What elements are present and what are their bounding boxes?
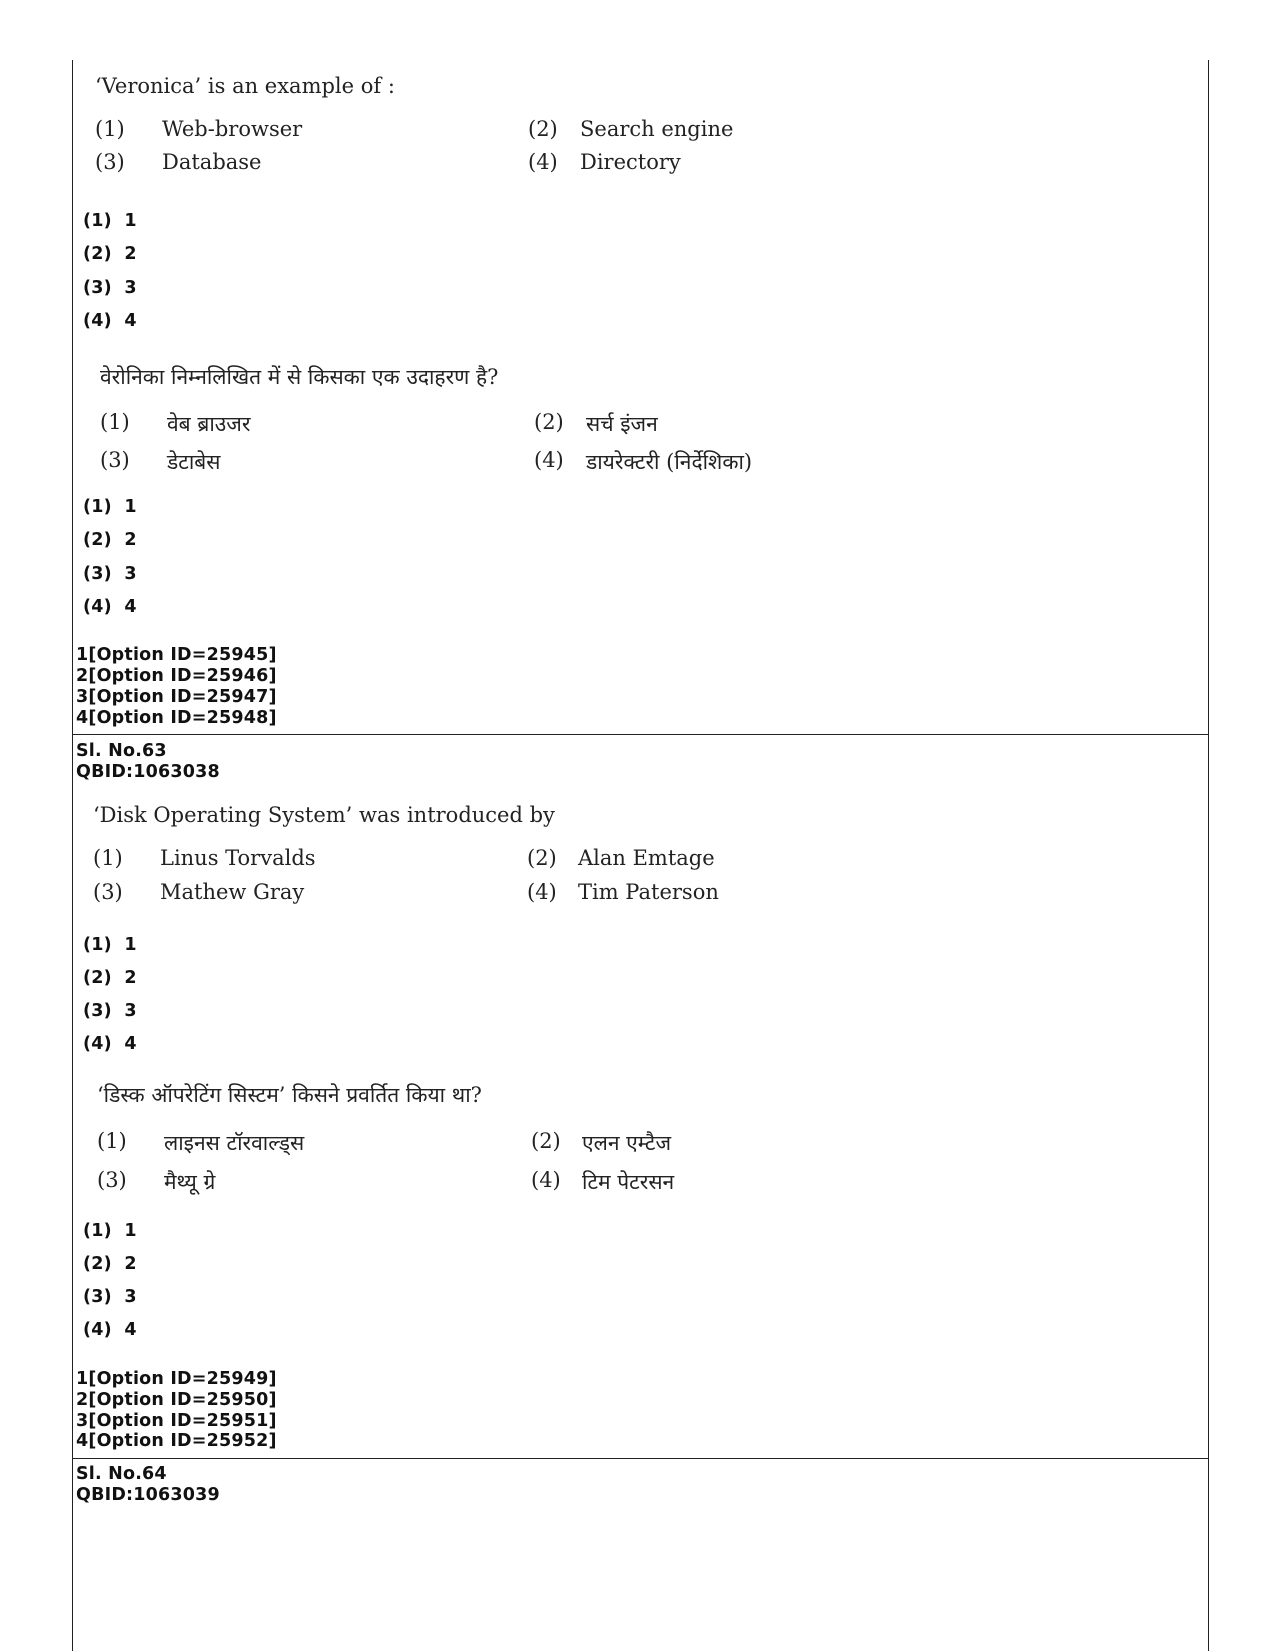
answer-choice[interactable]: (2) 2 [83, 1254, 137, 1274]
answer-choice[interactable]: (2) 2 [83, 530, 137, 550]
option-number: (1) [95, 117, 125, 141]
answer-choice[interactable]: (4) 4 [83, 1320, 137, 1340]
option-id: 1[Option ID=25949] [76, 1369, 277, 1389]
option-text: Mathew Gray [160, 880, 305, 904]
answer-choice[interactable]: (4) 4 [83, 597, 137, 617]
option-id: 1[Option ID=25945] [76, 645, 277, 665]
option-text: Alan Emtage [578, 846, 715, 870]
option-text: Tim Paterson [578, 880, 719, 904]
answer-choice[interactable]: (4) 4 [83, 311, 137, 331]
option-number: (1) [100, 410, 130, 434]
option-number: (2) [528, 117, 558, 141]
serial-number: Sl. No.64 [76, 1464, 167, 1484]
option-number: (3) [97, 1168, 127, 1192]
answer-choice[interactable]: (1) 1 [83, 935, 137, 955]
option-id: 4[Option ID=25948] [76, 708, 277, 728]
answer-choice[interactable]: (3) 3 [83, 1287, 137, 1307]
option-text: Directory [580, 150, 681, 174]
section-divider [72, 734, 1209, 735]
serial-number: Sl. No.63 [76, 741, 167, 761]
option-text: एलन एम्टैज [582, 1131, 672, 1155]
option-number: (2) [527, 846, 557, 870]
option-text: टिम पेटरसन [582, 1170, 675, 1194]
option-text: मैथ्यू ग्रे [164, 1170, 216, 1194]
qbid: QBID:1063038 [76, 762, 220, 782]
option-number: (2) [534, 410, 564, 434]
option-id: 3[Option ID=25951] [76, 1411, 277, 1431]
option-text: वेब ब्राउजर [167, 412, 251, 436]
answer-choice[interactable]: (3) 3 [83, 564, 137, 584]
option-number: (4) [534, 448, 564, 472]
question-text-hindi: ‘डिस्क ऑपरेटिंग सिस्टम’ किसने प्रवर्तित किया था? [97, 1083, 482, 1107]
option-text: डायरेक्टरी (निर्देशिका) [586, 450, 753, 474]
option-number: (2) [531, 1129, 561, 1153]
option-id: 3[Option ID=25947] [76, 687, 277, 707]
answer-choice[interactable]: (4) 4 [83, 1034, 137, 1054]
option-text: सर्च इंजन [586, 412, 658, 436]
answer-choice[interactable]: (3) 3 [83, 1001, 137, 1021]
option-text: Search engine [580, 117, 734, 141]
option-number: (1) [97, 1129, 127, 1153]
option-text: डेटाबेस [167, 450, 221, 474]
option-number: (4) [531, 1168, 561, 1192]
option-number: (3) [95, 150, 125, 174]
answer-choice[interactable]: (3) 3 [83, 278, 137, 298]
option-text: Database [162, 150, 262, 174]
question-text-hindi: वेरोनिका निम्नलिखित में से किसका एक उदाहरण है? [100, 365, 499, 389]
option-number: (3) [93, 880, 123, 904]
answer-choice[interactable]: (1) 1 [83, 1221, 137, 1241]
section-divider [72, 1458, 1209, 1459]
option-number: (4) [527, 880, 557, 904]
option-text: Web-browser [162, 117, 303, 141]
answer-choice[interactable]: (2) 2 [83, 244, 137, 264]
option-text: Linus Torvalds [160, 846, 316, 870]
question-text: ‘Disk Operating System’ was introduced by [93, 803, 555, 827]
option-id: 2[Option ID=25946] [76, 666, 277, 686]
qbid: QBID:1063039 [76, 1485, 220, 1505]
answer-choice[interactable]: (2) 2 [83, 968, 137, 988]
option-id: 2[Option ID=25950] [76, 1390, 277, 1410]
option-number: (4) [528, 150, 558, 174]
question-text: ‘Veronica’ is an example of : [95, 74, 395, 98]
option-text: लाइनस टॉरवाल्ड्स [164, 1131, 305, 1155]
option-id: 4[Option ID=25952] [76, 1431, 277, 1451]
answer-choice[interactable]: (1) 1 [83, 211, 137, 231]
answer-choice[interactable]: (1) 1 [83, 497, 137, 517]
option-number: (1) [93, 846, 123, 870]
option-number: (3) [100, 448, 130, 472]
